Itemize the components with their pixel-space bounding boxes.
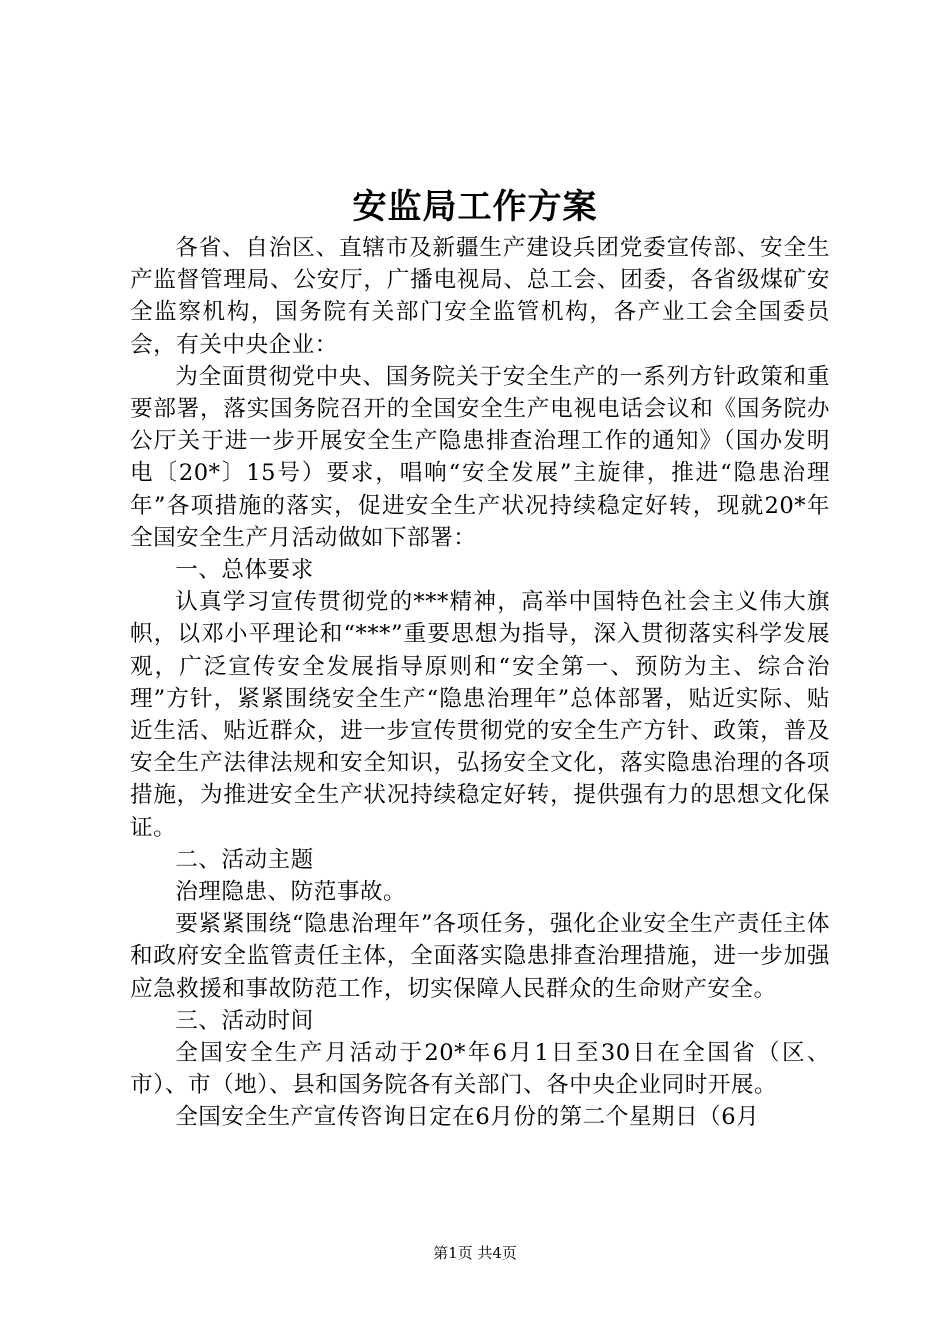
document-title: 安监局工作方案 — [352, 187, 598, 227]
document-body — [130, 232, 830, 1134]
section-heading-general-requirements: 一、总体要求 — [175, 557, 314, 584]
paragraph-general-requirements: 认真学习宣传贯彻党的***精神，高举中国特色社会主义伟大旗帜，以邓小平理论和“***”重要思想为指导，深入贯彻落实科学发展观，广泛宣传安全发展指导原则和“安全第一、预防为主、综合治理”方针，紧紧围绕安全生产“隐患治理年”总体部署，贴近实际、贴近生活、贴近群众，进一步宣传贯彻党的安全生产方针、政策，普及安全生产法律法规和安全知识，弘扬安全文化，落实隐患治理的各项措施，为推进安全生产状况持续稳定好转，提供强有力的思想文化保证。 — [130, 589, 830, 841]
paragraph-theme: 治理隐患、防范事故。 — [175, 879, 407, 906]
section-heading-activity-time: 三、活动时间 — [175, 1007, 314, 1034]
paragraph-theme-detail: 要紧紧围绕“隐患治理年”各项任务，强化企业安全生产责任主体和政府安全监管责任主体，全面落实隐患排查治理措施，进一步加强应急救援和事故防范工作，切实保障人民群众的生命财产安全。 — [130, 911, 830, 1002]
paragraph-intro: 为全面贯彻党中央、国务院关于安全生产的一系列方针政策和重要部署，落实国务院召开的全国安全生产电视电话会议和《国务院办公厅关于进一步开展安全生产隐患排查治理工作的通知》（国办发明电〔20*〕15号）要求，唱响“安全发展”主旋律，推进“隐患治理年”各项措施的落实，促进安全生产状况持续稳定好转，现就20*年全国安全生产月活动做如下部署： — [130, 363, 830, 551]
page-footer: 第1页 共4页 — [433, 1244, 517, 1262]
section-heading-theme: 二、活动主题 — [175, 846, 314, 873]
paragraph-addressees: 各省、自治区、直辖市及新疆生产建设兵团党委宣传部、安全生产监督管理局、公安厅，广播电视局、总工会、团委，各省级煤矿安全监察机构，国务院有关部门安全监管机构，各产业工会全国委员会，有关中央企业： — [130, 235, 830, 358]
paragraph-consultation-day: 全国安全生产宣传咨询日定在6月份的第二个星期日（6月 — [175, 1104, 760, 1131]
paragraph-activity-time: 全国安全生产月活动于20*年6月1日至30日在全国省（区、市）、市（地）、县和国务院各有关部门、各中央企业同时开展。 — [130, 1040, 830, 1099]
